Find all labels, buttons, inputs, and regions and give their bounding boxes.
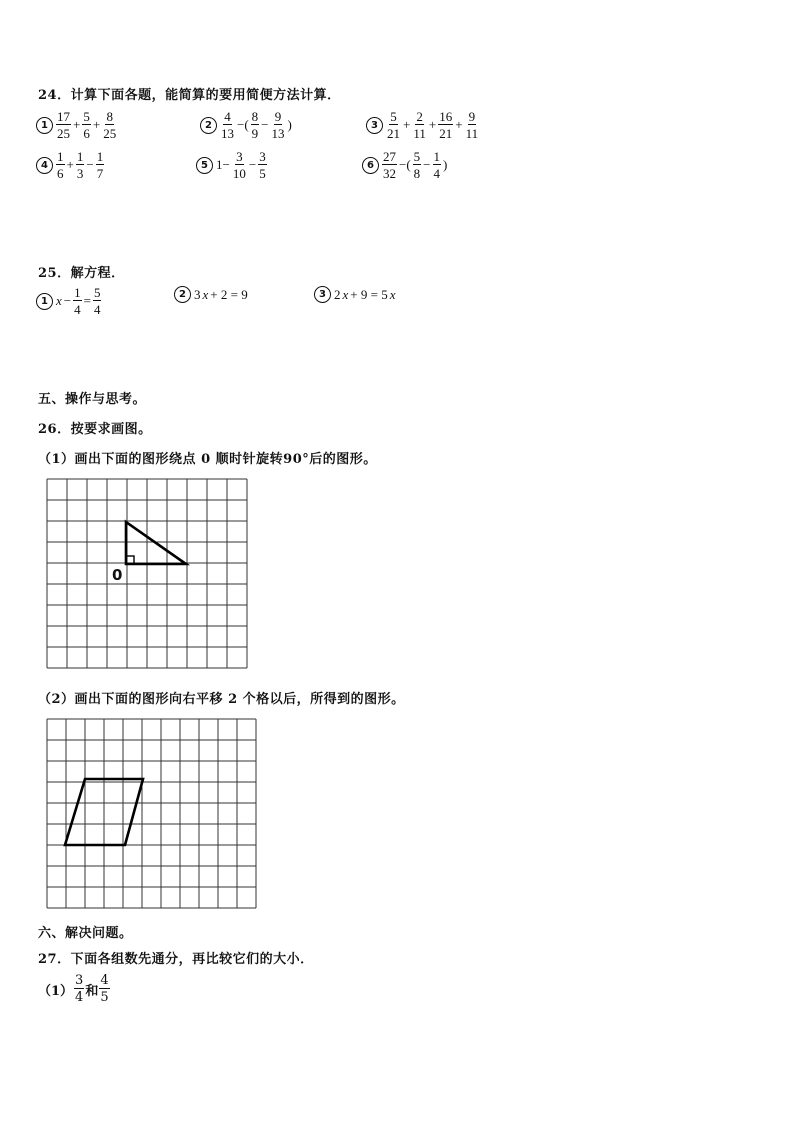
q27-item1 [38, 974, 111, 1004]
section6-heading: 六、解决问题。 [38, 926, 133, 941]
fraction: $\frac{9}{11}$ [465, 109, 479, 141]
rotation-grid [44, 476, 250, 672]
operator: − [86, 157, 94, 172]
fraction: $\frac{16}{21}$ [439, 109, 453, 141]
right-triangle [126, 522, 186, 564]
operator: − [261, 117, 269, 132]
q26-title: 26．按要求画图。 [38, 422, 152, 437]
fraction: $\frac{1}{7}$ [96, 149, 104, 181]
operator: 1− [216, 157, 230, 172]
q25-item-3 [314, 286, 396, 303]
q25-item-2 [174, 286, 249, 303]
q24-item-6 [362, 150, 448, 180]
item-number-circle: 4 [36, 157, 53, 174]
q26-sub1: （1）画出下面的图形绕点 0 顺时针旋转90°后的图形。 [38, 452, 377, 467]
q24-item-5 [196, 150, 268, 180]
fraction: $\frac{4}{5}$ [100, 973, 109, 1005]
operator: ) [443, 157, 448, 172]
item-number-circle: 6 [362, 157, 379, 174]
q24-item-4 [36, 150, 105, 180]
fraction: $\frac{1}{4}$ [433, 149, 441, 181]
q25-item-1 [36, 286, 102, 316]
operator: = [83, 293, 91, 308]
q24-item-2 [200, 110, 293, 140]
operator: 2 [334, 286, 341, 302]
fraction: $\frac{17}{25}$ [57, 109, 70, 141]
operator: + [455, 117, 463, 132]
fraction: $\frac{5}{8}$ [413, 149, 421, 181]
fraction: $\frac{5}{21}$ [387, 109, 400, 141]
operator: + [403, 117, 411, 132]
operator: ) [287, 117, 292, 132]
fraction: $\frac{1}{6}$ [57, 149, 64, 181]
fraction: $\frac{9}{13}$ [271, 109, 285, 141]
operator: − [248, 157, 257, 172]
fraction: $\frac{1}{3}$ [76, 149, 84, 181]
fraction: $\frac{27}{32}$ [383, 149, 396, 181]
operator: + 2 = 9 [210, 286, 248, 302]
section5-heading: 五、操作与思考。 [38, 392, 147, 407]
q24-item-1 [36, 110, 118, 140]
fraction: $\frac{8}{25}$ [103, 109, 117, 141]
operator: + [66, 157, 74, 172]
item-number-circle: 1 [36, 117, 53, 134]
operator: + [428, 117, 437, 132]
item-number-circle: 3 [314, 286, 331, 303]
item-number-circle: 1 [36, 293, 53, 310]
fraction: $\frac{3}{5}$ [259, 149, 266, 181]
operator: −( [399, 157, 411, 172]
operator: − [423, 157, 431, 172]
q27-title: 27．下面各组数先通分，再比较它们的大小． [38, 952, 314, 967]
variable: x [202, 286, 209, 302]
item-number-circle: 2 [200, 117, 217, 134]
operator: + [73, 117, 81, 132]
q27-item1-label: （1） [38, 983, 74, 999]
operator: −( [237, 117, 249, 132]
q24-title: 24．计算下面各题，能简算的要用简便方法计算． [38, 88, 341, 103]
item-number-circle: 2 [174, 286, 191, 303]
q26-sub2: （2）画出下面的图形向右平移 2 个格以后，所得到的图形。 [38, 692, 405, 707]
fraction: $\frac{5}{6}$ [83, 109, 90, 141]
fraction: $\frac{3}{10}$ [232, 149, 246, 181]
item-number-circle: 5 [196, 157, 213, 174]
q24-item-3 [366, 110, 480, 140]
fraction: $\frac{2}{11}$ [413, 109, 426, 141]
fraction: $\frac{8}{9}$ [251, 109, 259, 141]
fraction: $\frac{4}{13}$ [221, 109, 234, 141]
translation-grid [44, 716, 262, 912]
operator: + [92, 117, 101, 132]
variable: x [342, 286, 349, 302]
conjunction: 和 [85, 983, 99, 999]
fraction: $\frac{3}{4}$ [75, 973, 84, 1005]
item-number-circle: 3 [366, 117, 383, 134]
variable: x [56, 293, 62, 308]
fraction: $\frac{5}{4}$ [93, 285, 101, 317]
operator: + 9 = 5 [350, 286, 388, 302]
grid-lines-2 [47, 719, 256, 908]
operator: − [63, 293, 72, 308]
operator: 3 [194, 286, 201, 302]
rotation-point-label: 0 [112, 566, 123, 584]
variable: x [389, 286, 396, 302]
fraction: $\frac{1}{4}$ [74, 285, 81, 317]
grid-lines-1 [47, 479, 247, 668]
q25-title: 25．解方程． [38, 266, 125, 281]
